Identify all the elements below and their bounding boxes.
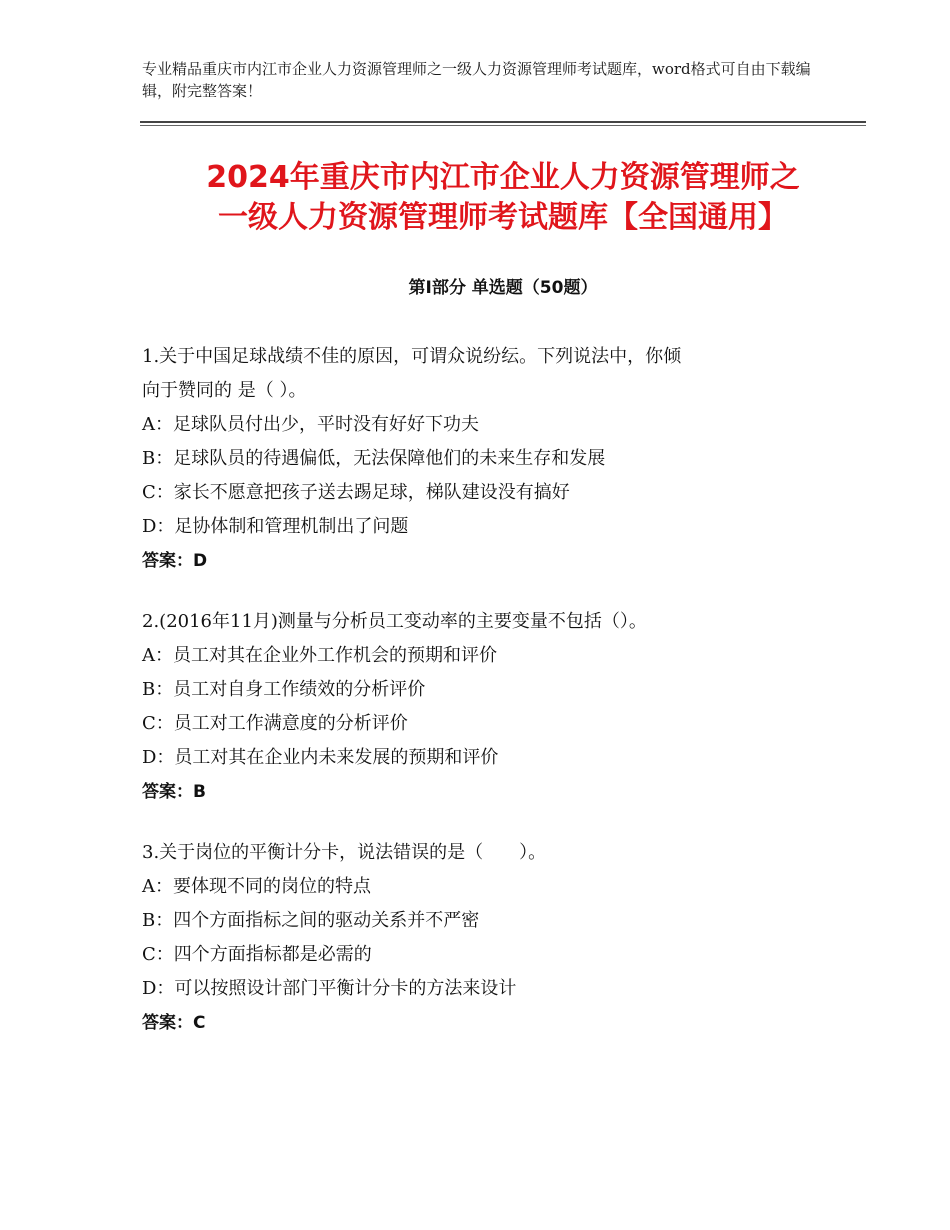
answer: 答案：B: [142, 782, 206, 802]
option-b: B：员工对自身工作绩效的分析评价: [142, 679, 426, 700]
question-list: [142, 340, 822, 1067]
option-a: A：足球队员付出少，平时没有好好下功夫: [142, 414, 479, 435]
option-a: A：员工对其在企业外工作机会的预期和评价: [142, 645, 497, 666]
option-d: D：员工对其在企业内未来发展的预期和评价: [142, 747, 499, 768]
option-c: C：四个方面指标都是必需的: [142, 944, 372, 965]
answer: 答案：D: [142, 551, 208, 571]
option-c: C：员工对工作满意度的分析评价: [142, 713, 408, 734]
document-title: [140, 158, 866, 238]
header-rule-thin: [140, 125, 866, 126]
question-stem: 3.关于岗位的平衡计分卡，说法错误的是（ ）。: [142, 842, 547, 863]
option-b: B：足球队员的待遇偏低，无法保障他们的未来生存和发展: [142, 448, 606, 469]
question-3: [142, 836, 822, 1040]
answer: 答案：C: [142, 1013, 206, 1033]
title-line-1: 2024年重庆市内江市企业人力资源管理师之: [206, 160, 800, 195]
option-d: D：可以按照设计部门平衡计分卡的方法来设计: [142, 978, 517, 999]
question-1: [142, 340, 822, 578]
option-d: D：足协体制和管理机制出了问题: [142, 516, 409, 537]
option-c: C：家长不愿意把孩子送去踢足球，梯队建设没有搞好: [142, 482, 570, 503]
header-rule-thick: [140, 121, 866, 123]
title-line-2: 一级人力资源管理师考试题库【全国通用】: [218, 200, 788, 235]
question-stem-cont: 向于赞同的 是（ ）。: [142, 380, 307, 401]
question-stem: 1.关于中国足球战绩不佳的原因，可谓众说纷纭。下列说法中，你倾: [142, 346, 682, 367]
header-note: 专业精品重庆市内江市企业人力资源管理师之一级人力资源管理师考试题库，word格式可自由下载编辑，附完整答案！: [142, 60, 811, 100]
question-stem: 2.(2016年11月)测量与分析员工变动率的主要变量不包括（）。: [142, 611, 647, 632]
question-2: [142, 605, 822, 809]
option-b: B：四个方面指标之间的驱动关系并不严密: [142, 910, 480, 931]
section-title: 第Ⅰ部分 单选题（50题）: [408, 278, 598, 298]
option-a: A：要体现不同的岗位的特点: [142, 876, 371, 897]
